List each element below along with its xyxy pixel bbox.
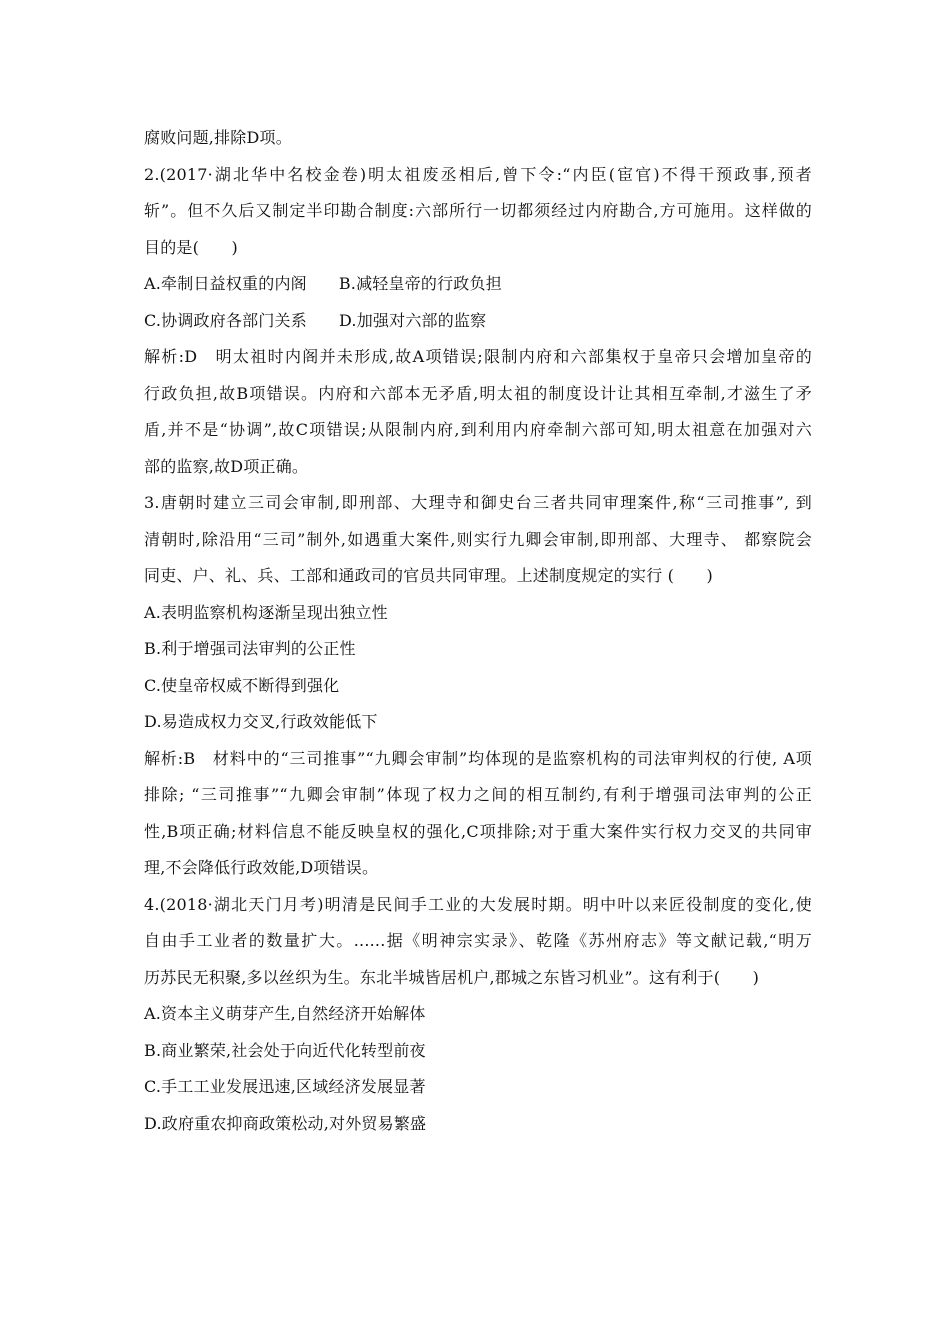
option-a: A.牵制日益权重的内阁 <box>144 274 307 293</box>
option-b: B.商业繁荣,社会处于向近代化转型前夜 <box>144 1040 426 1060</box>
question-4-stem: 4.(2018·湖北天门月考)明清是民间手工业的大发展时期。明中叶以来匠役制度的变化,使 <box>144 894 812 914</box>
question-2-analysis: 行政负担,故B项错误。内府和六部本无矛盾,明太祖的制度设计让其相互牵制,才滋生了矛 <box>144 383 812 403</box>
text-line: 腐败问题,排除D项。 <box>144 128 292 147</box>
question-3-stem: 3.唐朝时建立三司会审制,即刑部、大理寺和御史台三者共同审理案件,称“三司推事”, 到 <box>144 493 812 512</box>
question-2-analysis: 解析:D 明太祖时内阁并未形成,故A项错误;限制内府和六部集权于皇帝只会增加皇帝的 <box>144 347 812 366</box>
question-3-analysis: 性,B项正确;材料信息不能反映皇权的强化,C项排除;对于重大案件实行权力交叉的共同审 <box>144 821 812 841</box>
option-c: C.使皇帝权威不断得到强化 <box>144 675 340 695</box>
option-d: D.政府重农抑商政策松动,对外贸易繁盛 <box>144 1113 427 1133</box>
option-b: B.利于增强司法审判的公正性 <box>144 639 356 658</box>
document-page <box>144 120 812 1142</box>
question-2-stem: 2.(2017·湖北华中名校金卷)明太祖废丞相后,曾下令:“内臣(宦官)不得干预政事,预者 <box>144 164 812 184</box>
question-2-options-row <box>144 303 812 340</box>
question-3-stem: 清朝时,除沿用“三司”制外,如遇重大案件,则实行九卿会审制,即刑部、大理寺、 都察院会 <box>144 529 812 549</box>
question-2-stem: 目的是( ) <box>144 237 238 257</box>
option-a: A.资本主义萌芽产生,自然经济开始解体 <box>144 1004 426 1023</box>
option-b: B.减轻皇帝的行政负担 <box>338 274 502 293</box>
option-c: C.协调政府各部门关系 <box>144 310 307 330</box>
question-3-analysis: 排除; “三司推事”“九卿会审制”体现了权力之间的相互制约,有利于增强司法审判的公正 <box>144 785 812 804</box>
question-2-analysis: 部的监察,故D项正确。 <box>144 456 309 476</box>
question-3-analysis: 解析:B 材料中的“三司推事”“九卿会审制”均体现的是监察机构的司法审判权的行使, A项 <box>144 748 812 768</box>
question-2-stem: 斩”。但不久后又制定半印勘合制度:六部所行一切都须经过内府勘合,方可施用。这样做的 <box>144 201 812 220</box>
option-c: C.手工工业发展迅速,区域经济发展显著 <box>144 1077 426 1096</box>
option-d: D.易造成权力交叉,行政效能低下 <box>144 712 378 731</box>
option-d: D.加强对六部的监察 <box>338 310 487 330</box>
question-2-analysis: 盾,并不是“协调”,故C项错误;从限制内府,到利用内府牵制六部可知,明太祖意在加强对六 <box>144 420 812 439</box>
question-4-stem: 历苏民无积聚,多以丝织为生。东北半城皆居机户,郡城之东皆习机业”。这有利于( ) <box>144 967 760 987</box>
question-3-stem: 同吏、户、礼、兵、工部和通政司的官员共同审理。上述制度规定的实行 ( ) <box>144 566 713 585</box>
option-a: A.表明监察机构逐渐呈现出独立性 <box>144 602 388 622</box>
question-3-analysis: 理,不会降低行政效能,D项错误。 <box>144 858 379 877</box>
question-2-options-row <box>144 266 812 303</box>
question-4-stem: 自由手工业者的数量扩大。......据《明神宗实录》、乾隆《苏州府志》等文献记载,“明万 <box>144 931 812 950</box>
